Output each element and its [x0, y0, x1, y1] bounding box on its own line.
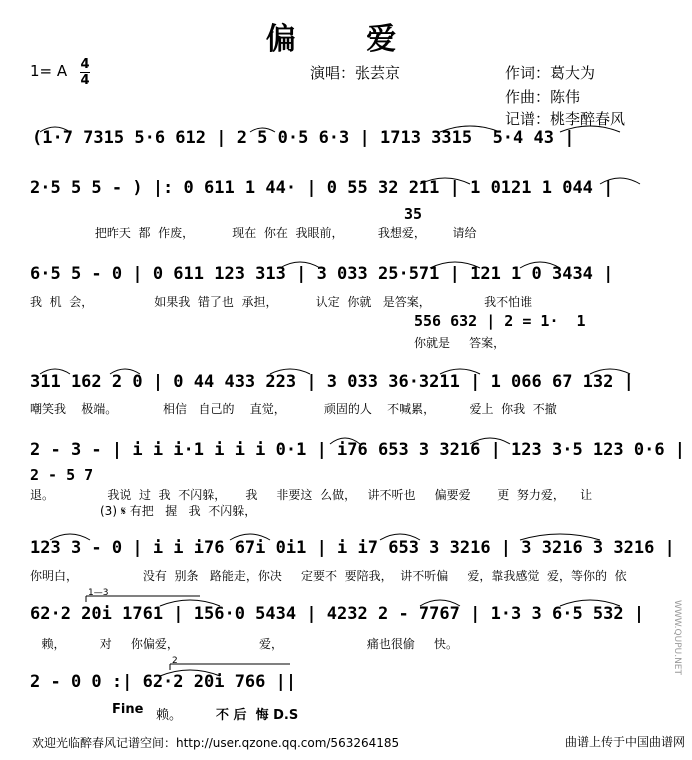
lyric-row-7: 赖， 对 你偏爱， 爱， 痛也很偷 快。 — [30, 637, 458, 651]
ending-tail: 不 后 悔 D.S — [216, 708, 299, 723]
volta-second-label: 2 — [172, 656, 178, 666]
lyricist-credit: 作词：葛大为 — [505, 64, 596, 82]
alt-notes-35: 35 — [404, 205, 423, 223]
notation-row-2: 2·5 5 5 - ) |: 0 611 1 44· | 0 55 32 211 | 1 0121 1 044 | — [30, 178, 614, 198]
lyric-row-6: 你明白， 没有 别条 路能走，你决 定要不 要陪我， 讲不听偏 爱，靠我感觉 爱，等你的 依 — [30, 569, 627, 583]
notation-row-5: 2 - 3 - | i i i·1 i i i 0·1 | i76 653 3 3216 | 123 3·5 123 0·6 | — [30, 440, 686, 460]
lyric-row-4: 嘲笑我 极端。 相信 自己的 直觉， 顽固的人 不喊累， 爱上 你我 不撤 — [30, 402, 557, 416]
notation-row-6: 123 3 - 0 | i i i76 67i 0i1 | i i7 653 3 3216 | 3 3216 3 3216 | — [30, 538, 675, 558]
time-signature-top: 4 — [80, 57, 90, 72]
fine-label: Fine — [112, 702, 144, 717]
lyric-row-2: 把昨天 都 作废， 现在 你在 我眼前， 我想爱， 请给 — [30, 226, 477, 240]
notation-row-3: 6·5 5 - 0 | 0 611 123 313 | 3 033 25·571 | 121 1 0 3434 | — [30, 264, 614, 284]
alt-lyric-row-3: 你就是 答案， — [414, 336, 506, 350]
notation-row-7: 62·2 20i 1761 | 156·0 5434 | 4232 2 - 7767 | 1·3 3 6·5 532 | — [30, 604, 645, 624]
time-signature-bottom: 4 — [80, 73, 90, 88]
composer-credit: 作曲：陈伟 — [505, 88, 581, 106]
site-url-watermark: WWW.QUPU.NET — [672, 600, 682, 675]
lyric-row-5: 退。 我说 过 我 不闪躲， 我 非要这 么做， 讲不听也 偏要爱 更 努力爱， 让 — [30, 488, 593, 502]
singer-credit: 演唱：张芸京 — [310, 64, 401, 82]
key-signature: 1= A — [30, 62, 68, 80]
alt-lyric-row-5: (3) 𝄋 有把 握 我 不闪躲， — [100, 504, 257, 518]
notation-row-4: 311 162 2 0 | 0 44 433 223 | 3 033 36·3211 | 1 066 67 132 | — [30, 372, 634, 392]
notation-row-8: 2 - 0 0 :| 62·2 20i 766 || — [30, 672, 297, 692]
time-signature — [80, 58, 90, 87]
volta-first-label: 1—3 — [88, 588, 109, 598]
site-watermark: 曲谱上传于中国曲谱网 — [565, 735, 686, 749]
alt-notation-row-3: 556 632 | 2 = 1· 1 — [414, 312, 586, 330]
transcriber-credit: 记谱：桃李醉春风 — [505, 110, 626, 128]
alt-notation-row-5: 2 - 5 7 — [30, 466, 94, 484]
song-title: 偏 爱 — [265, 22, 427, 57]
ending-lyric: 赖。 — [156, 708, 183, 723]
footer-credit: 欢迎光临醉春风记谱空间：http://user.qzone.qq.com/563264185 — [32, 736, 400, 750]
lyric-row-3: 我 机 会， 如果我 错了也 承担， 认定 你就 是答案， 我不怕谁 — [30, 295, 533, 309]
notation-row-1: (1·7 7315 5·6 612 | 2 5 0·5 6·3 | 1713 3315 5·4 43 | — [32, 128, 575, 148]
